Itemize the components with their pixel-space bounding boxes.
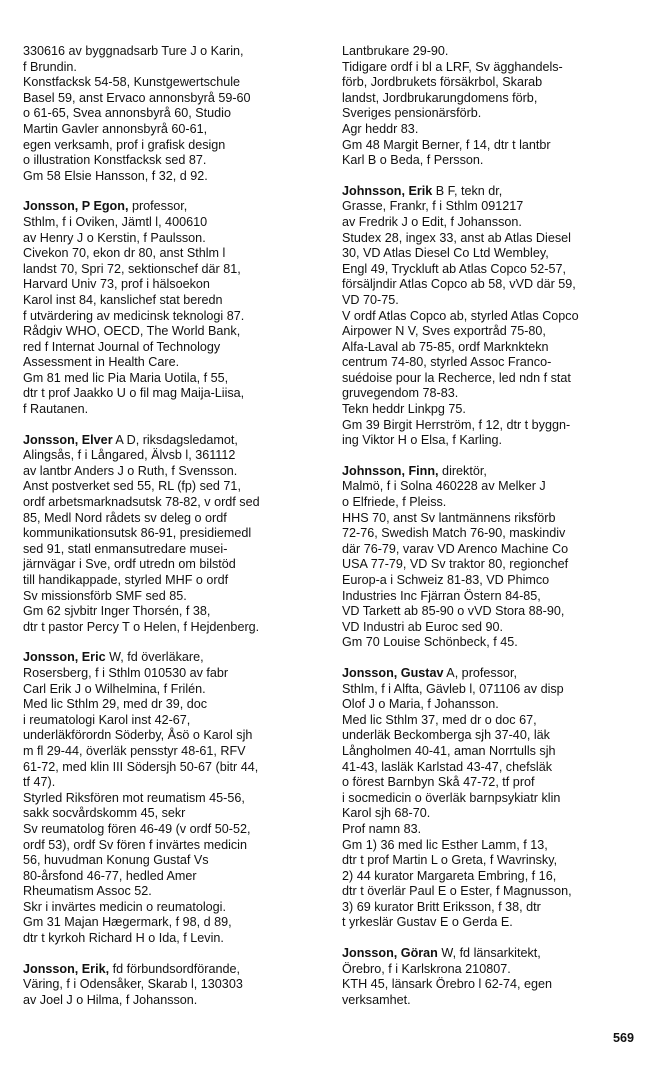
entry-line: Karl B o Beda, f Persson.: [342, 153, 484, 168]
entry-line: i reumatologi Karol inst 42-67,: [23, 712, 191, 727]
entry-line: Gm 70 Louise Schönbeck, f 45.: [342, 635, 518, 650]
entry-line: dtr t pastor Percy T o Helen, f Hejdenberg.: [23, 619, 260, 634]
entry-line: Gm 48 Margit Berner, f 14, dtr t lantbr: [342, 137, 551, 152]
entry-line: Sthlm, f i Alfta, Gävleb l, 071106 av disp: [342, 681, 564, 696]
entry-line: Med lic Sthlm 37, med dr o doc 67,: [342, 712, 537, 727]
person-name: Jonsson, Gustav: [342, 665, 444, 680]
entry-line: till handikappade, styrled MHF o ordf: [23, 573, 229, 587]
entry-line: Konstfacksk 54-58, Kunstgewertschule: [23, 75, 241, 90]
person-name: Johnsson, Finn,: [342, 463, 439, 478]
person-title: professor,: [128, 199, 188, 214]
entry-line: Sv missionsförb SMF sed 85.: [23, 588, 187, 603]
entry-line: o illustration Konstfacksk sed 87.: [23, 153, 207, 168]
entry-line: Skr i invärtes medicin o reumatologi.: [23, 899, 226, 914]
biography-entry: [23, 650, 323, 946]
biography-entry: [342, 946, 642, 1008]
entry-line: KTH 45, länsark Örebro l 62-74, egen: [342, 977, 553, 992]
entry-line: f Brundin.: [23, 59, 77, 74]
entry-line: USA 77-79, VD Sv traktor 80, regionchef: [342, 557, 569, 572]
person-name: Jonsson,: [23, 199, 79, 214]
entry-line: 72-76, Swedish Match 76-90, maskindiv: [342, 526, 566, 541]
entry-line: VD Tarkett ab 85-90 o vVD Stora 88-90,: [342, 604, 565, 619]
person-title: B F, tekn dr,: [432, 183, 503, 198]
entry-line: gruvegendom 78-83.: [342, 386, 459, 401]
biography-entry: [23, 44, 323, 184]
entry-line: Carl Erik J o Wilhelmina, f Frilén.: [23, 681, 206, 696]
entry-line: landst, Jordbrukarungdomens förb,: [342, 90, 538, 105]
biography-entry: [342, 44, 642, 169]
entry-line: Alfa-Laval ab 75-85, ordf Marknktekn: [342, 339, 549, 354]
person-title: direktör,: [438, 463, 487, 478]
entry-line: Alingsås, f i Långared, Älvsb l, 361112: [23, 448, 236, 463]
right-column: [342, 44, 642, 1023]
entry-line: VD 70-75.: [342, 292, 399, 307]
biography-entry: [342, 666, 642, 931]
entry-line: Gm 1) 36 med lic Esther Lamm, f 13,: [342, 837, 548, 852]
biography-entry: [342, 184, 642, 449]
entry-line: verksamhet.: [342, 992, 411, 1007]
entry-line: i socmedicin o överläk barnpsykiatr klin: [342, 790, 561, 805]
entry-line: Tidigare ordf i bl a LRF, Sv ägghandels-: [342, 59, 563, 74]
entry-line: ing Viktor H o Elsa, f Karling.: [342, 433, 503, 448]
entry-line: Gm 81 med lic Pia Maria Uotila, f 55,: [23, 370, 229, 385]
entry-line: centrum 74-80, styrled Assoc Franco-: [342, 355, 552, 370]
entry-line: Airpower N V, Sves exportråd 75-80,: [342, 324, 546, 339]
entry-line: kommunikationsutsk 86-91, presidiemedl: [23, 526, 252, 541]
biography-entry: [23, 433, 323, 636]
entry-line: suédoise pour la Recherce, led ndn f stat: [342, 370, 571, 385]
biography-entry: [23, 962, 323, 1009]
entry-line: o Elfriede, f Pleiss.: [342, 495, 447, 510]
entry-line: Studex 28, ingex 33, anst ab Atlas Diesel: [342, 230, 571, 245]
entry-line: tf 47).: [23, 775, 56, 790]
entry-line: Sthlm, f i Oviken, Jämtl l, 400610: [23, 214, 208, 229]
entry-heading: [342, 666, 642, 682]
entry-line: underläkförordn Söderby, Åsö o Karol sjh: [23, 728, 253, 743]
page-number: 569: [612, 1031, 634, 1045]
entry-line: av Henry J o Kerstin, f Paulsson.: [23, 230, 206, 245]
entry-line: 56, huvudman Konung Gustaf Vs: [23, 853, 209, 868]
biography-entry: [342, 464, 642, 651]
person-name: Jonsson, Eric: [23, 650, 106, 665]
entry-line: 85, Medl Nord rådets sv deleg o ordf: [23, 510, 227, 525]
person-name: Jonsson, Elver: [23, 432, 113, 447]
entry-line: red f Internat Journal of Technology: [23, 339, 221, 354]
biography-entry: [23, 199, 323, 417]
entry-line: Gm 31 Majan Hægermark, f 98, d 89,: [23, 915, 232, 930]
person-title: fd förbundsordförande,: [109, 961, 241, 976]
entry-line: Malmö, f i Solna 460228 av Melker J: [342, 479, 546, 494]
entry-line: dtr t prof Jaakko U o fil mag Maija-Liisa,: [23, 386, 245, 401]
person-title: W, fd överläkare,: [105, 650, 204, 665]
entry-line: Industries Inc Fjärran Östern 84-85,: [342, 588, 541, 603]
entry-line: järnvägar i Sve, ordf utredn om bilstöd: [23, 557, 236, 572]
entry-line: 3) 69 kurator Britt Eriksson, f 38, dtr: [342, 899, 541, 914]
entry-line: HHS 70, anst Sv lantmännens riksförb: [342, 510, 556, 525]
entry-heading: [23, 650, 323, 666]
entry-line: t yrkeslär Gustav E o Gerda E.: [342, 915, 513, 930]
entry-line: av Fredrik J o Edit, f Johansson.: [342, 214, 522, 229]
entry-line: dtr t överlär Paul E o Ester, f Magnusson,: [342, 884, 572, 899]
entry-line: Långholmen 40-41, aman Norrtulls sjh: [342, 743, 556, 758]
entry-line: Anst postverket sed 55, RL (fp) sed 71,: [23, 479, 241, 494]
entry-line: Örebro, f i Karlskrona 210807.: [342, 961, 511, 976]
entry-heading: [342, 464, 642, 480]
entry-line: Gm 39 Birgit Herrström, f 12, dtr t byggn-: [342, 417, 571, 432]
entry-line: Basel 59, anst Ervaco annonsbyrå 59-60: [23, 90, 251, 105]
entry-line: försäljndir Atlas Copco ab 58, vVD där 59,: [342, 277, 576, 292]
entry-line: Engl 49, Tryckluft ab Atlas Copco 52-57,: [342, 261, 567, 276]
entry-line: Harvard Univ 73, prof i hälsoekon: [23, 277, 210, 292]
entry-line: Sv reumatolog fören 46-49 (v ordf 50-52,: [23, 821, 251, 836]
entry-line: ordf arbetsmarknadsutsk 78-82, v ordf sed: [23, 495, 260, 510]
entry-line: Sveriges pensionärsförb.: [342, 106, 482, 121]
entry-line: Gm 58 Elsie Hansson, f 32, d 92.: [23, 168, 208, 183]
entry-line: 80-årsfond 46-77, hedled Amer: [23, 868, 197, 883]
entry-line: ordf 53), ordf Sv fören f invärtes medicin: [23, 837, 247, 852]
entry-line: Agr heddr 83.: [342, 121, 419, 136]
entry-line: 330616 av byggnadsarb Ture J o Karin,: [23, 44, 244, 58]
entry-line: o förest Barnbyn Skå 47-72, tf prof: [342, 775, 535, 790]
entry-line: Martin Gavler annonsbyrå 60-61,: [23, 121, 208, 136]
entry-line: Rådgiv WHO, OECD, The World Bank,: [23, 324, 241, 339]
entry-line: Rheumatism Assoc 52.: [23, 884, 152, 899]
person-title: W, fd länsarkitekt,: [437, 946, 541, 961]
entry-heading: [342, 184, 642, 200]
entry-line: landst 70, Spri 72, sektionschef där 81,: [23, 261, 241, 276]
entry-line: av lantbr Anders J o Ruth, f Svensson.: [23, 463, 238, 478]
person-name: Johnsson, Erik: [342, 183, 433, 198]
entry-line: V ordf Atlas Copco ab, styrled Atlas Copco: [342, 308, 579, 323]
entry-line: 2) 44 kurator Margareta Embring, f 16,: [342, 868, 557, 883]
entry-line: Grasse, Frankr, f i Sthlm 091217: [342, 199, 524, 214]
entry-line: Karol sjh 68-70.: [342, 806, 431, 821]
entry-line: Gm 62 sjvbitr Inger Thorsén, f 38,: [23, 604, 211, 619]
entry-line: av Joel J o Hilma, f Johansson.: [23, 992, 198, 1007]
person-given-name: P Egon,: [78, 199, 129, 214]
entry-line: Olof J o Maria, f Johansson.: [342, 697, 499, 712]
entry-line: 30, VD Atlas Diesel Co Ltd Wembley,: [342, 246, 549, 261]
entry-heading: [23, 433, 323, 449]
entry-line: där 76-79, varav VD Arenco Machine Co: [342, 541, 569, 556]
entry-line: dtr t kyrkoh Richard H o Ida, f Levin.: [23, 931, 224, 946]
entry-heading: [23, 199, 323, 215]
entry-heading: [342, 946, 642, 962]
entry-line: f Rautanen.: [23, 402, 89, 417]
entry-line: Europ-a i Schweiz 81-83, VD Phimco: [342, 573, 550, 587]
entry-line: sed 91, statl enmansutredare musei-: [23, 541, 228, 556]
entry-line: förb, Jordbrukets försäkrbol, Skarab: [342, 75, 543, 90]
entry-line: o 61-65, Svea annonsbyrå 60, Studio: [23, 106, 231, 121]
person-name: Jonsson, Göran: [342, 946, 438, 961]
entry-line: sakk socvårdskomm 45, sekr: [23, 806, 186, 821]
entry-line: Assessment in Health Care.: [23, 355, 180, 370]
entry-heading: [23, 962, 323, 978]
entry-line: dtr t prof Martin L o Greta, f Wavrinsky,: [342, 853, 558, 868]
entry-line: egen verksamh, prof i grafisk design: [23, 137, 226, 152]
entry-line: m fl 29-44, överläk pensstyr 48-61, RFV: [23, 743, 246, 758]
entry-line: Civekon 70, ekon dr 80, anst Sthlm l: [23, 246, 226, 261]
entry-line: Väring, f i Odensåker, Skarab l, 130303: [23, 977, 243, 992]
entry-line: Styrled Riksfören mot reumatism 45-56,: [23, 790, 245, 805]
entry-line: underläk Beckomberga sjh 37-40, läk: [342, 728, 550, 743]
person-title: A, professor,: [443, 665, 517, 680]
entry-line: 61-72, med klin III Södersjh 50-67 (bitr 44,: [23, 759, 259, 774]
entry-line: Lantbrukare 29-90.: [342, 44, 449, 58]
entry-line: 41-43, lasläk Karlstad 43-47, chefsläk: [342, 759, 553, 774]
entry-line: VD Industri ab Euroc sed 90.: [342, 619, 504, 634]
person-title: A D, riksdagsledamot,: [112, 432, 238, 447]
entry-line: f utvärdering av medicinsk teknologi 87.: [23, 308, 245, 323]
entry-line: Rosersberg, f i Sthlm 010530 av fabr: [23, 665, 229, 680]
entry-line: Med lic Sthlm 29, med dr 39, doc: [23, 697, 208, 712]
person-name: Jonsson, Erik,: [23, 961, 110, 976]
entry-line: Prof namn 83.: [342, 821, 422, 836]
entry-line: Karol inst 84, kanslichef stat beredn: [23, 292, 223, 307]
entry-line: Tekn heddr Linkpg 75.: [342, 402, 466, 417]
left-column: [23, 44, 323, 1023]
